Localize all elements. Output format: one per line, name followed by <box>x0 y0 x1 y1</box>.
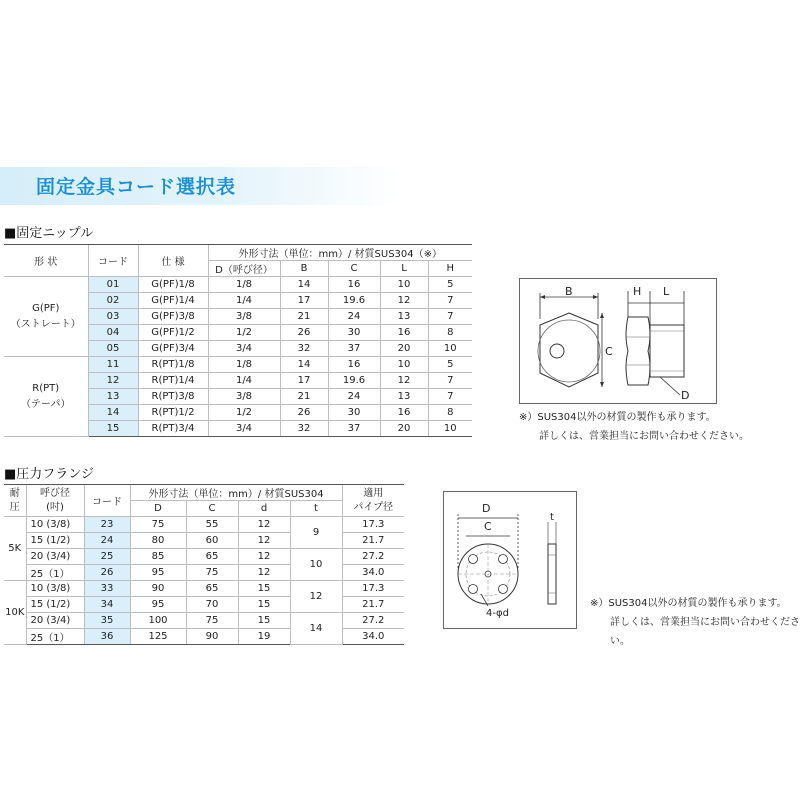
code-cell: 01 <box>88 277 138 293</box>
code-cell: 05 <box>88 341 138 357</box>
pipe-cell: 17.3 <box>342 581 404 597</box>
code-cell: 36 <box>84 629 130 645</box>
H-cell: 10 <box>428 421 472 437</box>
D-cell: 3/4 <box>208 341 280 357</box>
header-t: t <box>290 501 342 517</box>
table-row <box>4 613 404 629</box>
flange-note-line2: 詳しくは、営業担当にお問い合わせください。 <box>610 617 800 647</box>
spec-cell: R(PT)1/4 <box>138 373 208 389</box>
B-cell: 14 <box>280 357 328 373</box>
t-cell: 9 <box>290 517 342 549</box>
C-cell: 65 <box>186 581 238 597</box>
table-row <box>4 565 404 581</box>
H-cell: 10 <box>428 341 472 357</box>
B-cell: 17 <box>280 293 328 309</box>
header-pipe-line1: 適用 <box>363 487 384 499</box>
B-cell: 14 <box>280 277 328 293</box>
D-cell: 80 <box>130 533 186 549</box>
C-cell: 37 <box>328 341 380 357</box>
header-pressure <box>4 485 26 517</box>
shape-cell <box>4 357 88 437</box>
header-pressure-line1: 耐 <box>9 487 20 499</box>
H-cell: 7 <box>428 309 472 325</box>
H-cell: 5 <box>428 357 472 373</box>
table-row <box>4 277 472 293</box>
label-H: H <box>633 285 642 298</box>
d-cell: 15 <box>238 581 290 597</box>
D-cell: 75 <box>130 517 186 533</box>
D-cell: 1/4 <box>208 373 280 389</box>
header-size-line1: 呼び径 <box>40 487 70 499</box>
code-cell: 13 <box>88 389 138 405</box>
header-shape: 形 状 <box>4 245 88 277</box>
header-L: L <box>380 261 428 277</box>
spec-cell: R(PT)1/8 <box>138 357 208 373</box>
page-title: 固定金具コード選択表 <box>36 176 237 198</box>
spec-cell: R(PT)1/2 <box>138 405 208 421</box>
header-pipe-line2: パイプ径 <box>353 501 394 513</box>
shape-cell <box>4 277 88 357</box>
nipple-note-line1: ※）SUS304以外の材質の製作も承ります。 <box>519 412 716 423</box>
pipe-cell: 17.3 <box>342 517 404 533</box>
spec-cell: G(PF)3/4 <box>138 341 208 357</box>
D-cell: 95 <box>130 597 186 613</box>
L-cell: 16 <box>380 405 428 421</box>
C-cell: 19.6 <box>328 293 380 309</box>
H-cell: 8 <box>428 325 472 341</box>
label-hole: 4-φd <box>486 608 509 619</box>
D-cell: 1/8 <box>208 357 280 373</box>
D-cell: 85 <box>130 549 186 565</box>
label-C: C <box>484 520 492 533</box>
D-cell: 1/4 <box>208 293 280 309</box>
pipe-cell: 21.7 <box>342 533 404 549</box>
flange-heading: ■圧力フランジ <box>4 467 94 482</box>
t-cell: 14 <box>290 613 342 645</box>
header-B: B <box>280 261 328 277</box>
code-cell: 14 <box>88 405 138 421</box>
size-cell: 15 (1/2) <box>26 597 84 613</box>
size-cell: 20 (3/4) <box>26 549 84 565</box>
B-cell: 32 <box>280 341 328 357</box>
C-cell: 30 <box>328 405 380 421</box>
flange-note-line1: ※）SUS304以外の材質の製作も承ります。 <box>590 598 787 609</box>
label-B: B <box>565 285 573 298</box>
nipple-heading: ■固定ニップル <box>4 226 94 241</box>
header-D: D（呼び径） <box>208 261 280 277</box>
header-H: H <box>428 261 472 277</box>
C-cell: 65 <box>186 549 238 565</box>
header-C: C <box>328 261 380 277</box>
size-cell: 25（1） <box>26 565 84 581</box>
H-cell: 7 <box>428 293 472 309</box>
spec-cell: R(PT)3/8 <box>138 389 208 405</box>
label-D: D <box>681 389 690 402</box>
L-cell: 16 <box>380 325 428 341</box>
L-cell: 13 <box>380 389 428 405</box>
code-cell: 03 <box>88 309 138 325</box>
header-pressure-line2: 圧 <box>9 501 20 513</box>
C-cell: 19.6 <box>328 373 380 389</box>
table-row <box>4 629 404 645</box>
shape-line1: G(PF) <box>32 302 60 314</box>
C-cell: 55 <box>186 517 238 533</box>
table-row <box>4 581 404 597</box>
table-row <box>4 517 404 533</box>
D-cell: 3/8 <box>208 309 280 325</box>
B-cell: 21 <box>280 389 328 405</box>
C-cell: 70 <box>186 597 238 613</box>
C-cell: 24 <box>328 389 380 405</box>
L-cell: 20 <box>380 341 428 357</box>
pipe-cell: 34.0 <box>342 629 404 645</box>
B-cell: 32 <box>280 421 328 437</box>
D-cell: 90 <box>130 581 186 597</box>
d-cell: 12 <box>238 517 290 533</box>
L-cell: 10 <box>380 277 428 293</box>
C-cell: 90 <box>186 629 238 645</box>
header-code: コード <box>88 245 138 277</box>
nipple-drawing <box>520 279 716 403</box>
pipe-cell: 27.2 <box>342 549 404 565</box>
H-cell: 7 <box>428 389 472 405</box>
label-L: L <box>663 285 670 298</box>
flange-drawing <box>444 492 576 628</box>
header-size-line2: (吋) <box>46 501 64 513</box>
C-cell: 24 <box>328 309 380 325</box>
d-cell: 12 <box>238 565 290 581</box>
table-row <box>4 357 472 373</box>
table-row <box>4 533 404 549</box>
nipple-table <box>4 244 472 437</box>
shape-line2: （テーパ） <box>21 398 71 410</box>
C-cell: 75 <box>186 565 238 581</box>
nipple-note <box>519 408 749 446</box>
flange-note <box>590 594 800 651</box>
code-cell: 11 <box>88 357 138 373</box>
B-cell: 26 <box>280 405 328 421</box>
shape-line1: R(PT) <box>32 382 60 394</box>
D-cell: 1/2 <box>208 405 280 421</box>
code-cell: 12 <box>88 373 138 389</box>
spec-cell: G(PF)1/4 <box>138 293 208 309</box>
H-cell: 5 <box>428 277 472 293</box>
spec-cell: G(PF)1/8 <box>138 277 208 293</box>
size-cell: 25（1） <box>26 629 84 645</box>
H-cell: 8 <box>428 405 472 421</box>
code-cell: 25 <box>84 549 130 565</box>
t-cell: 10 <box>290 549 342 581</box>
code-cell: 26 <box>84 565 130 581</box>
C-cell: 16 <box>328 357 380 373</box>
D-cell: 1/2 <box>208 325 280 341</box>
header-size <box>26 485 84 517</box>
header-dims: 外形寸法（単位：mm）/ 材質SUS304（※） <box>208 245 472 261</box>
header-D: D <box>130 501 186 517</box>
nipple-figure <box>519 278 717 404</box>
table-row <box>4 597 404 613</box>
C-cell: 37 <box>328 421 380 437</box>
header-spec: 仕 様 <box>138 245 208 277</box>
size-cell: 20 (3/4) <box>26 613 84 629</box>
shape-line2: （ストレート） <box>10 318 81 330</box>
H-cell: 7 <box>428 373 472 389</box>
L-cell: 20 <box>380 421 428 437</box>
header-pipe <box>342 485 404 517</box>
D-cell: 3/4 <box>208 421 280 437</box>
L-cell: 12 <box>380 293 428 309</box>
code-cell: 15 <box>88 421 138 437</box>
pipe-cell: 34.0 <box>342 565 404 581</box>
C-cell: 75 <box>186 613 238 629</box>
label-D: D <box>482 502 491 515</box>
code-cell: 33 <box>84 581 130 597</box>
label-C: C <box>605 345 613 358</box>
C-cell: 60 <box>186 533 238 549</box>
d-cell: 15 <box>238 613 290 629</box>
header-C: C <box>186 501 238 517</box>
table-row <box>4 549 404 565</box>
d-cell: 15 <box>238 597 290 613</box>
size-cell: 15 (1/2) <box>26 533 84 549</box>
flange-table <box>4 484 404 645</box>
pressure-cell: 10K <box>4 581 26 645</box>
D-cell: 125 <box>130 629 186 645</box>
d-cell: 12 <box>238 533 290 549</box>
d-cell: 12 <box>238 549 290 565</box>
header-code: コード <box>84 485 130 517</box>
B-cell: 26 <box>280 325 328 341</box>
C-cell: 30 <box>328 325 380 341</box>
header-d: d <box>238 501 290 517</box>
B-cell: 17 <box>280 373 328 389</box>
spec-cell: G(PF)1/2 <box>138 325 208 341</box>
D-cell: 3/8 <box>208 389 280 405</box>
spec-cell: R(PT)3/4 <box>138 421 208 437</box>
D-cell: 100 <box>130 613 186 629</box>
nipple-note-line2: 詳しくは、営業担当にお問い合わせください。 <box>539 431 749 442</box>
t-cell: 12 <box>290 581 342 613</box>
L-cell: 13 <box>380 309 428 325</box>
flange-figure <box>443 491 577 629</box>
C-cell: 16 <box>328 277 380 293</box>
label-t: t <box>550 512 554 523</box>
code-cell: 34 <box>84 597 130 613</box>
L-cell: 12 <box>380 373 428 389</box>
D-cell: 1/8 <box>208 277 280 293</box>
code-cell: 35 <box>84 613 130 629</box>
size-cell: 10 (3/8) <box>26 517 84 533</box>
d-cell: 19 <box>238 629 290 645</box>
header-dims: 外形寸法（単位：mm）/ 材質SUS304 <box>130 485 342 501</box>
pressure-cell: 5K <box>4 517 26 581</box>
pipe-cell: 27.2 <box>342 613 404 629</box>
code-cell: 23 <box>84 517 130 533</box>
D-cell: 95 <box>130 565 186 581</box>
pipe-cell: 21.7 <box>342 597 404 613</box>
code-cell: 02 <box>88 293 138 309</box>
code-cell: 04 <box>88 325 138 341</box>
L-cell: 10 <box>380 357 428 373</box>
spec-cell: G(PF)3/8 <box>138 309 208 325</box>
size-cell: 10 (3/8) <box>26 581 84 597</box>
B-cell: 21 <box>280 309 328 325</box>
code-cell: 24 <box>84 533 130 549</box>
